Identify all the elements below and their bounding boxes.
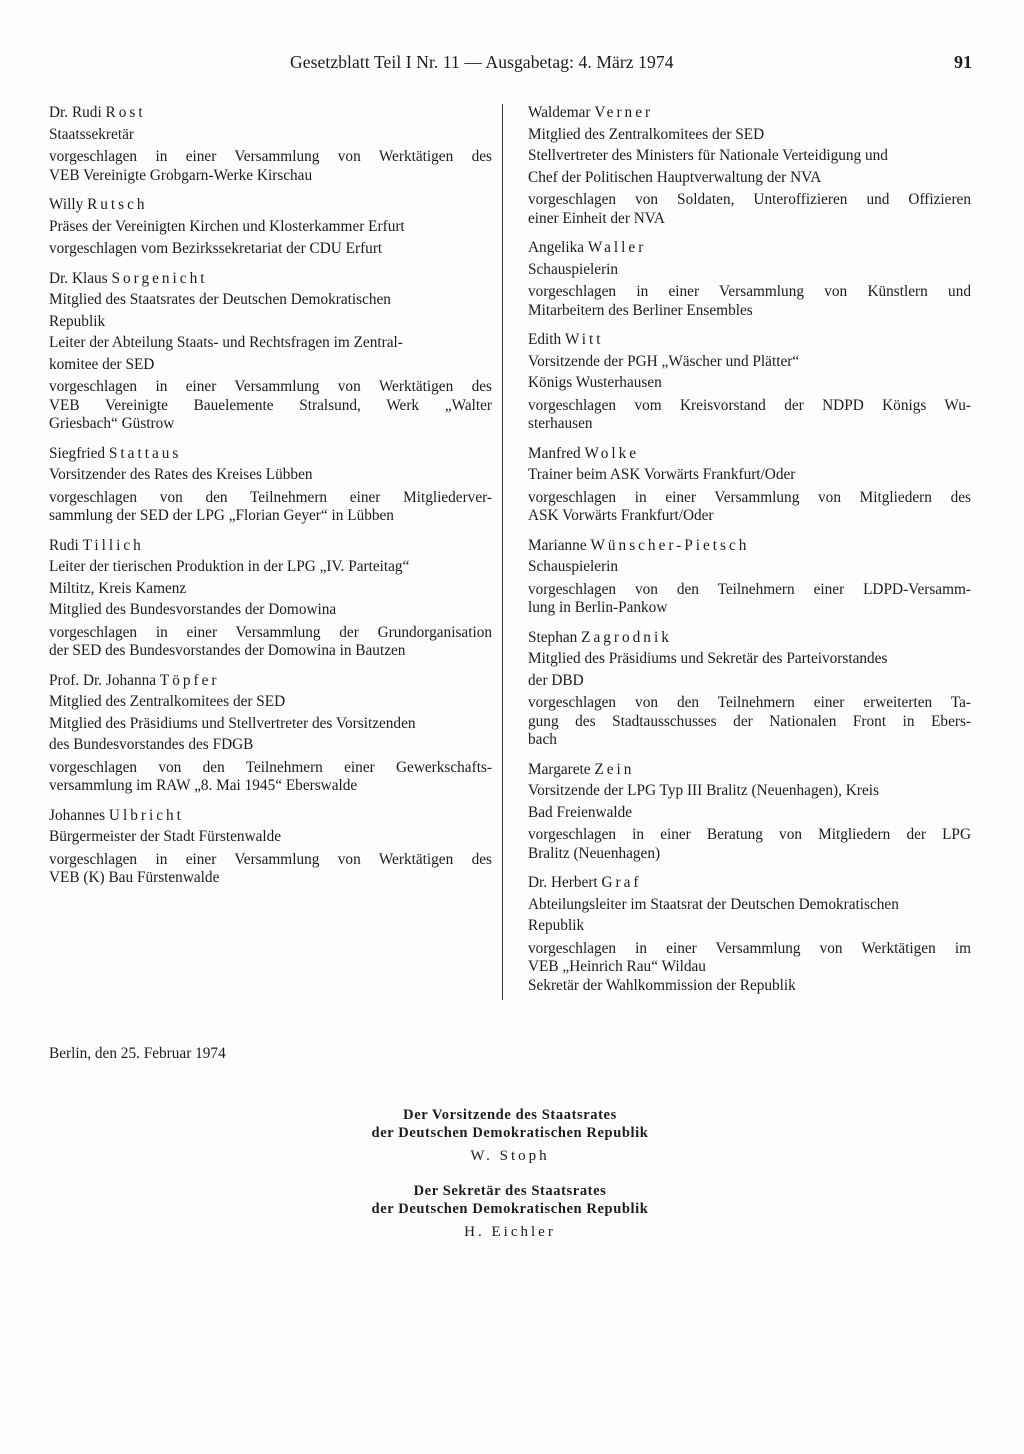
- candidate-position-line: Vorsitzende der LPG Typ III Bralitz (Neuenhagen), Kreis: [528, 782, 879, 799]
- candidate-proposal-line: einer Einheit der NVA: [528, 209, 665, 227]
- candidate-proposal-line: bach: [528, 731, 557, 748]
- candidate-given-name: Marianne: [528, 536, 587, 554]
- signature-block-secretary: [250, 1182, 770, 1241]
- candidate-surname: Waller: [587, 239, 647, 256]
- candidate-surname: Wolke: [584, 444, 640, 462]
- signature-block-chairman: [250, 1106, 770, 1165]
- candidate-proposal-line: vorgeschlagen von den Teilnehmern einer LDPD-Versamm-: [528, 580, 971, 598]
- candidate-position-line: der DBD: [528, 671, 584, 689]
- candidate-entry: [528, 874, 971, 995]
- candidate-entry: [528, 104, 971, 228]
- candidate-position-line: Trainer beim ASK Vorwärts Frankfurt/Oder: [528, 466, 796, 483]
- candidate-surname: Tillich: [82, 536, 144, 554]
- candidate-proposal-line: vorgeschlagen von den Teilnehmern einer Mitgliederver-: [49, 488, 492, 506]
- candidate-entry: [528, 537, 971, 618]
- candidate-name: [49, 537, 492, 556]
- candidate-surname: Wünscher-Pietsch: [590, 536, 750, 554]
- candidate-proposal-line: Sekretär der Wahlkommission der Republik: [528, 976, 796, 994]
- candidate-position-line: Mitglied des Staatsrates der Deutschen Demokratischen: [49, 291, 391, 308]
- candidate-surname: Sorgenicht: [111, 269, 208, 287]
- candidate-proposal-line: vorgeschlagen von den Teilnehmern einer erweiterten Ta-: [528, 694, 971, 711]
- candidate-position-line: Schauspielerin: [528, 260, 619, 278]
- candidate-entry: [528, 629, 971, 750]
- candidate-entry: [49, 445, 492, 526]
- candidate-position-line: Leiter der tierischen Produktion in der LPG „IV. Parteitag“: [49, 558, 410, 575]
- candidate-proposal-line: ASK Vorwärts Frankfurt/Oder: [528, 507, 714, 524]
- candidate-given-name: Willy: [49, 196, 84, 213]
- candidate-position-line: Präses der Vereinigten Kirchen und Klosterkammer Erfurt: [49, 217, 405, 235]
- candidate-given-name: Johannes: [49, 806, 106, 824]
- candidate-position-line: Abteilungsleiter im Staatsrat der Deutschen Demokratischen: [528, 895, 899, 913]
- signature-title: der Deutschen Demokratischen Republik: [371, 1201, 649, 1217]
- candidate-proposal-line: vorgeschlagen in einer Versammlung von Werktätigen des: [49, 148, 492, 165]
- candidate-proposal-line: lung in Berlin-Pankow: [528, 599, 668, 616]
- candidate-position-line: Mitglied des Bundesvorstandes der Domowina: [49, 601, 337, 618]
- candidate-entry: [49, 537, 492, 661]
- candidate-given-name: Dr. Klaus: [49, 269, 108, 287]
- candidate-position-line: Leiter der Abteilung Staats- und Rechtsfragen im Zentral-: [49, 334, 403, 351]
- candidate-name: [528, 239, 971, 258]
- candidate-name: [49, 445, 492, 464]
- candidate-position-line: Vorsitzende der PGH „Wäscher und Plätter“: [528, 352, 800, 370]
- candidate-position-line: Miltitz, Kreis Kamenz: [49, 579, 187, 597]
- candidate-proposal-line: VEB Vereinigte Bauelemente Stralsund, Werk „Walter: [49, 396, 492, 414]
- candidate-position-line: Königs Wusterhausen: [528, 374, 662, 391]
- candidate-proposal-line: der SED des Bundesvorstandes der Domowina in Bautzen: [49, 642, 406, 659]
- page-number: 91: [954, 52, 972, 72]
- candidate-position-line: Mitglied des Zentralkomitees der SED: [528, 125, 765, 143]
- candidate-given-name: Dr. Rudi: [49, 104, 102, 121]
- candidate-position-line: Stellvertreter des Ministers für Nationale Verteidigung und: [528, 147, 888, 164]
- candidate-proposal-line: vorgeschlagen in einer Versammlung von Werktätigen des: [49, 378, 492, 395]
- page-header: [290, 52, 972, 82]
- candidate-name: [528, 537, 971, 556]
- candidate-surname: Zein: [594, 760, 635, 778]
- candidate-position-line: Bad Freienwalde: [528, 803, 633, 821]
- candidate-position-line: Bürgermeister der Stadt Fürstenwalde: [49, 828, 282, 845]
- candidate-name: [528, 629, 971, 648]
- candidate-proposal-line: Griesbach“ Güstrow: [49, 415, 175, 432]
- candidate-entry: [528, 239, 971, 320]
- signature-title: Der Sekretär des Staatsrates: [413, 1183, 607, 1199]
- candidate-proposal-line: vorgeschlagen in einer Versammlung von Werktätigen im: [528, 939, 971, 957]
- candidate-surname: Rost: [105, 104, 146, 121]
- candidate-surname: Zagrodnik: [581, 628, 672, 646]
- candidate-entry: [528, 761, 971, 864]
- candidate-position-line: Vorsitzender des Rates des Kreises Lübben: [49, 466, 313, 483]
- candidate-position-line: Mitglied des Zentralkomitees der SED: [49, 693, 286, 710]
- candidate-given-name: Margarete: [528, 760, 591, 778]
- candidate-proposal-line: vorgeschlagen vom Bezirkssekretariat der CDU Erfurt: [49, 240, 383, 257]
- candidate-surname: Ulbricht: [108, 806, 184, 824]
- candidate-position-line: Chef der Politischen Hauptverwaltung der NVA: [528, 168, 822, 186]
- candidate-position-line: des Bundesvorstandes des FDGB: [49, 736, 254, 753]
- candidate-entry: [49, 196, 492, 259]
- signature-title: Der Vorsitzende des Staatsrates: [403, 1107, 617, 1123]
- candidate-position-line: Mitglied des Präsidiums und Stellvertreter des Vorsitzenden: [49, 714, 416, 732]
- candidate-surname: Graf: [601, 874, 642, 891]
- candidate-position-line: Republik: [528, 917, 585, 934]
- candidate-entry: [49, 807, 492, 888]
- candidate-position-line: Staatssekretär: [49, 125, 134, 143]
- candidate-entry: [49, 270, 492, 434]
- candidate-proposal-line: Mitarbeitern des Berliner Ensembles: [528, 301, 753, 319]
- candidate-surname: Stattaus: [108, 444, 182, 462]
- candidate-name: [528, 331, 971, 350]
- right-column: [528, 104, 971, 1006]
- candidate-entry: [49, 672, 492, 796]
- column-divider: [502, 104, 503, 1000]
- candidate-given-name: Prof. Dr. Johanna: [49, 671, 157, 689]
- candidate-proposal-line: gung des Stadtausschusses der Nationalen Front in Ebers-: [528, 712, 971, 730]
- candidate-position-line: Republik: [49, 312, 106, 330]
- candidate-name: [49, 104, 492, 123]
- candidate-entry: [49, 104, 492, 185]
- candidate-name: [528, 874, 971, 893]
- candidate-proposal-line: vorgeschlagen vom Kreisvorstand der NDPD Königs Wu-: [528, 396, 971, 414]
- candidate-name: [49, 807, 492, 826]
- candidate-given-name: Manfred: [528, 444, 581, 462]
- candidate-proposal-line: VEB (K) Bau Fürstenwalde: [49, 869, 220, 886]
- candidate-proposal-line: vorgeschlagen in einer Versammlung der Grundorganisation: [49, 623, 492, 641]
- date-line: Berlin, den 25. Februar 1974: [49, 1045, 226, 1062]
- candidate-given-name: Siegfried: [49, 444, 106, 462]
- candidate-name: [49, 196, 492, 215]
- candidate-proposal-line: vorgeschlagen in einer Versammlung von Künstlern und: [528, 283, 971, 300]
- candidate-name: [528, 761, 971, 780]
- candidate-proposal-line: vorgeschlagen in einer Versammlung von Werktätigen des: [49, 850, 492, 868]
- candidate-given-name: Waldemar: [528, 104, 591, 121]
- candidate-surname: Witt: [564, 331, 604, 348]
- candidate-proposal-line: versammlung im RAW „8. Mai 1945“ Eberswalde: [49, 777, 358, 794]
- candidate-name: [528, 104, 971, 123]
- header-title: Gesetzblatt Teil I Nr. 11 — Ausgabetag: 4. März 1974: [290, 52, 674, 72]
- candidate-surname: Verner: [594, 104, 654, 121]
- signatory-name: W. Stoph: [470, 1148, 550, 1164]
- candidate-proposal-line: vorgeschlagen von Soldaten, Unteroffizieren und Offizieren: [528, 191, 971, 208]
- candidate-position-line: komitee der SED: [49, 355, 155, 373]
- candidate-position-line: Schauspielerin: [528, 558, 619, 575]
- candidate-proposal-line: vorgeschlagen in einer Versammlung von Mitgliedern des: [528, 488, 971, 506]
- candidate-proposal-line: vorgeschlagen in einer Beratung von Mitgliedern der LPG: [528, 826, 971, 843]
- candidate-surname: Töpfer: [159, 671, 220, 689]
- candidate-given-name: Stephan: [528, 628, 578, 646]
- candidate-name: [49, 270, 492, 289]
- candidate-name: [49, 672, 492, 691]
- candidate-name: [528, 445, 971, 464]
- candidate-proposal-line: Bralitz (Neuenhagen): [528, 844, 661, 862]
- candidate-surname: Rutsch: [87, 196, 148, 213]
- candidate-proposal-line: sterhausen: [528, 415, 593, 432]
- signature-title: der Deutschen Demokratischen Republik: [371, 1125, 649, 1141]
- candidate-entry: [528, 331, 971, 434]
- candidate-given-name: Edith: [528, 331, 562, 348]
- candidate-entry: [528, 445, 971, 526]
- candidate-proposal-line: vorgeschlagen von den Teilnehmern einer Gewerkschafts-: [49, 758, 492, 776]
- candidate-given-name: Dr. Herbert: [528, 874, 598, 891]
- candidate-position-line: Mitglied des Präsidiums und Sekretär des Parteivorstandes: [528, 650, 888, 667]
- candidate-proposal-line: VEB „Heinrich Rau“ Wildau: [528, 958, 706, 975]
- left-column: [49, 104, 492, 899]
- signatory-name: H. Eichler: [464, 1224, 556, 1240]
- candidate-proposal-line: VEB Vereinigte Grobgarn-Werke Kirschau: [49, 166, 313, 184]
- candidate-given-name: Angelika: [528, 239, 585, 256]
- candidate-proposal-line: sammlung der SED der LPG „Florian Geyer“ in Lübben: [49, 507, 394, 524]
- candidate-given-name: Rudi: [49, 536, 79, 554]
